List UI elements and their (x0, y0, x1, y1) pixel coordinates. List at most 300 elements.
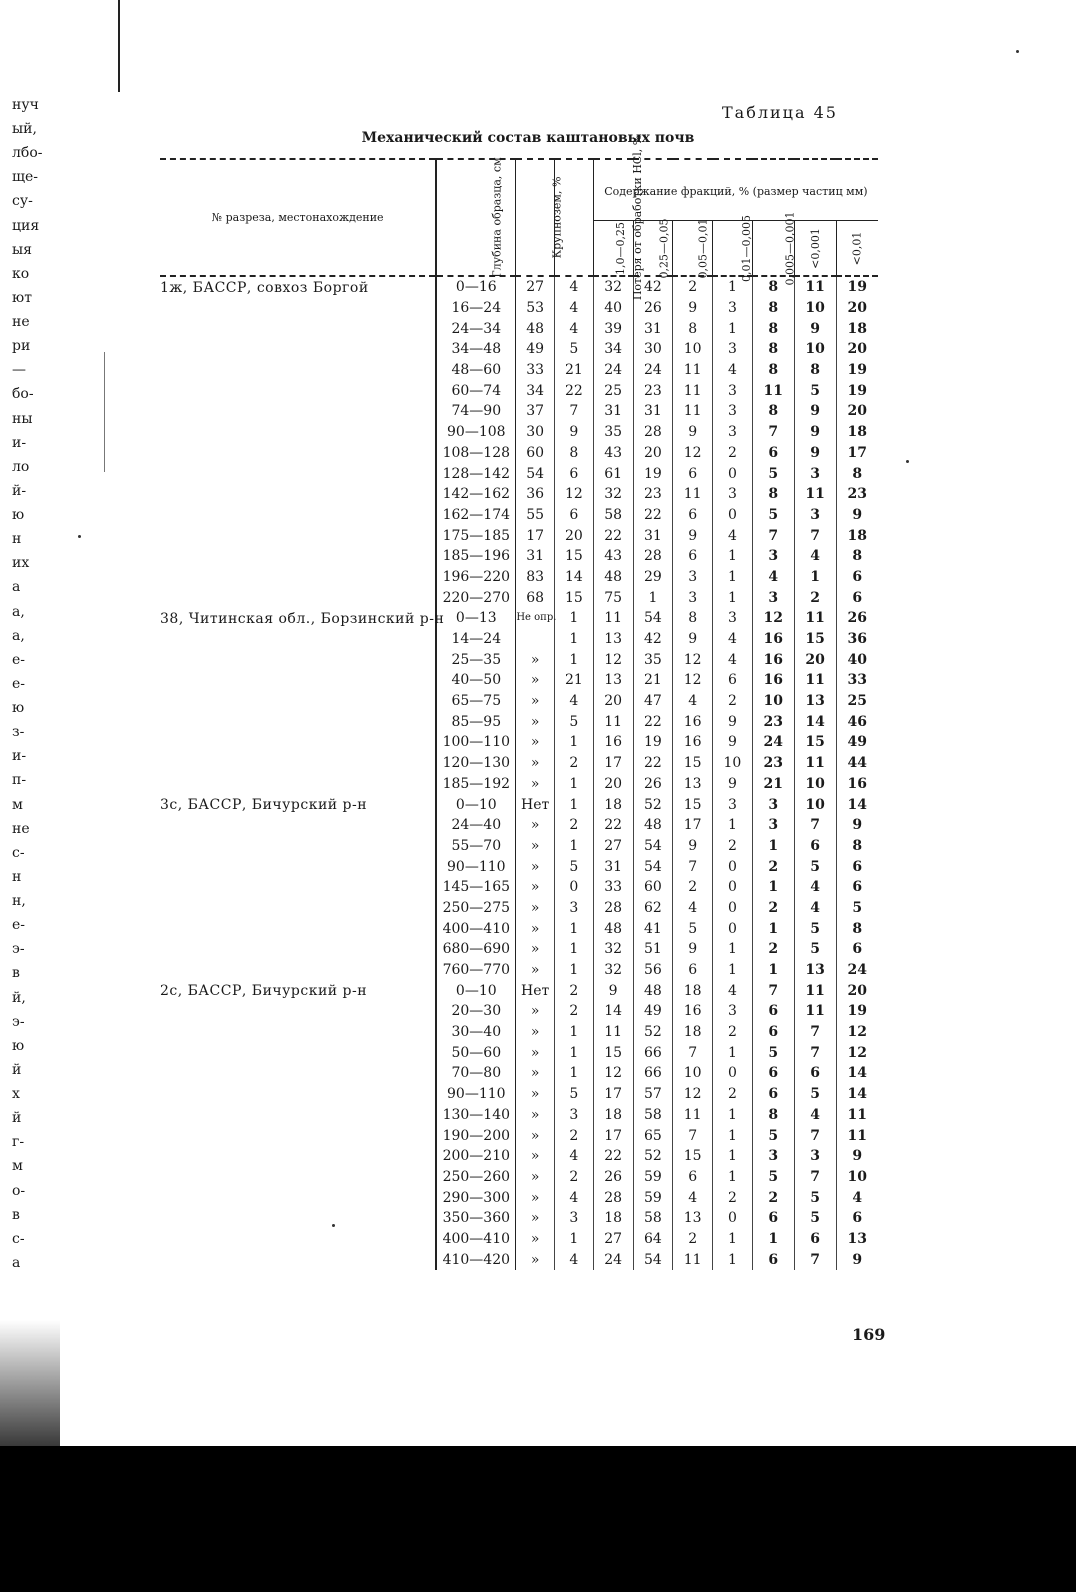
cell-value: 1 (752, 960, 794, 981)
cell-value: 13 (593, 670, 633, 691)
cell-value: 54 (633, 1249, 673, 1270)
cell-value: 59 (633, 1167, 673, 1188)
cell-value: 5 (555, 711, 594, 732)
cell-value: 15 (555, 546, 594, 567)
cell-value: 5 (555, 856, 594, 877)
cell-value: 31 (633, 525, 673, 546)
cell-value: 8 (852, 837, 863, 854)
cell-value: 11 (794, 753, 836, 774)
cell-value: 14 (593, 1001, 633, 1022)
cell-depth: 70—80 (436, 1063, 516, 1084)
cell-value: 3 (794, 1146, 836, 1167)
cell-depth: 0—16 (436, 276, 516, 298)
cell-value: 23 (847, 486, 867, 503)
cell-value: 9 (673, 836, 713, 857)
cell-value: 35 (593, 422, 633, 443)
cell-value: 17 (593, 1125, 633, 1146)
cell-depth: 74—90 (436, 401, 516, 422)
cell-value: 6 (852, 941, 863, 958)
cell-value: 2 (555, 1125, 594, 1146)
cell-value: 2 (752, 898, 794, 919)
section-location: 2с, БАССР, Бичурский р-н (160, 983, 368, 1000)
cell-value: 4 (794, 877, 836, 898)
cell-value: 6 (752, 1208, 794, 1229)
cell-value: 8 (852, 465, 863, 482)
cell-value: » (516, 1084, 555, 1105)
margin-fragment: и- (12, 748, 27, 765)
cell-value: 12 (847, 1024, 867, 1041)
cell-value: » (516, 856, 555, 877)
margin-fragment: с- (12, 844, 25, 861)
cell-value: 61 (593, 463, 633, 484)
speck (1016, 50, 1019, 53)
cell-value: 9 (852, 1251, 863, 1268)
cell-value: Нет (516, 980, 555, 1001)
cell-value: 10 (847, 1168, 867, 1185)
cell-value: 9 (673, 298, 713, 319)
cell-value: 34 (593, 339, 633, 360)
cell-depth: 290—300 (436, 1187, 516, 1208)
cell-value: » (516, 1001, 555, 1022)
cell-value: 32 (593, 276, 633, 298)
cell-value: 68 (516, 587, 555, 608)
cell-value: 8 (852, 920, 863, 937)
cell-value: 20 (593, 774, 633, 795)
cell-value: 15 (794, 732, 836, 753)
cell-value: 12 (673, 649, 713, 670)
cell-value: 27 (593, 1229, 633, 1250)
cell-value: 15 (673, 753, 713, 774)
cell-value: 13 (794, 960, 836, 981)
cell-value: 11 (673, 360, 713, 381)
margin-fragment: п- (12, 772, 27, 789)
header-fraction: <0,01 (836, 221, 878, 277)
cell-value: 24 (847, 962, 867, 979)
cell-depth: 400—410 (436, 1229, 516, 1250)
cell-value: 1 (713, 1105, 753, 1126)
margin-fragment: не (12, 314, 30, 331)
cell-value: 1 (713, 1042, 753, 1063)
cell-value: » (516, 877, 555, 898)
margin-fragment: ны (12, 410, 33, 427)
cell-depth: 142—162 (436, 484, 516, 505)
cell-value: 20 (847, 982, 867, 999)
cell-value: 16 (752, 670, 794, 691)
cell-value: 28 (633, 546, 673, 567)
cell-value: 16 (752, 629, 794, 650)
cell-value: 8 (752, 298, 794, 319)
cell-value: 13 (847, 1230, 867, 1247)
cell-value: 39 (593, 318, 633, 339)
cell-value: 27 (516, 276, 555, 298)
cell-depth: 40—50 (436, 670, 516, 691)
cell-value: 31 (633, 318, 673, 339)
margin-fragment: м (12, 1158, 23, 1175)
cell-value: 16 (673, 1001, 713, 1022)
cell-value: 14 (555, 567, 594, 588)
cell-value: 20 (555, 525, 594, 546)
cell-value: 1 (555, 918, 594, 939)
cell-value: 11 (794, 670, 836, 691)
margin-fragment: ю (12, 1037, 25, 1054)
cell-depth: 108—128 (436, 443, 516, 464)
cell-value: 49 (516, 339, 555, 360)
margin-fragment: ют (12, 289, 32, 306)
cell-value: 4 (794, 546, 836, 567)
cell-value: 11 (593, 711, 633, 732)
cell-value: 3 (752, 587, 794, 608)
cell-value: 3 (752, 1146, 794, 1167)
cell-value: 1 (713, 939, 753, 960)
cell-value: 9 (673, 422, 713, 443)
cell-value: 54 (633, 836, 673, 857)
cell-value: 33 (516, 360, 555, 381)
cell-value: 53 (516, 298, 555, 319)
margin-fragment: э- (12, 1013, 25, 1030)
cell-value: 8 (752, 1105, 794, 1126)
cell-value: 4 (713, 629, 753, 650)
cell-value: 7 (794, 1125, 836, 1146)
cell-depth: 760—770 (436, 960, 516, 981)
cell-value: 22 (633, 505, 673, 526)
cell-value: 6 (673, 505, 713, 526)
cell-value: 66 (633, 1063, 673, 1084)
cell-depth: 65—75 (436, 691, 516, 712)
table-caption: Таблица 45 (722, 103, 838, 122)
cell-value: 1 (555, 794, 594, 815)
cell-value: » (516, 1022, 555, 1043)
cell-value: 36 (847, 631, 867, 648)
cell-value: 12 (673, 670, 713, 691)
cell-value: 4 (555, 1249, 594, 1270)
cell-depth: 25—35 (436, 649, 516, 670)
cell-value: 48 (516, 318, 555, 339)
cell-value: » (516, 711, 555, 732)
cell-depth: 128—142 (436, 463, 516, 484)
header-fraction: 0,01—0,005 (713, 221, 753, 277)
cell-value: » (516, 815, 555, 836)
cell-value: 6 (752, 1001, 794, 1022)
cell-value: 5 (794, 380, 836, 401)
cell-value: 2 (713, 443, 753, 464)
cell-depth: 400—410 (436, 918, 516, 939)
cell-value: 16 (752, 649, 794, 670)
cell-value: 23 (633, 380, 673, 401)
cell-value: 54 (516, 463, 555, 484)
cell-value: 5 (752, 1042, 794, 1063)
cell-value: 18 (593, 794, 633, 815)
cell-value: 4 (555, 298, 594, 319)
cell-value: 17 (593, 753, 633, 774)
cell-value: 1 (713, 815, 753, 836)
cell-value: 2 (713, 1084, 753, 1105)
cell-value: 46 (847, 713, 867, 730)
cell-value: 65 (633, 1125, 673, 1146)
cell-value: 10 (713, 753, 753, 774)
cell-value: 1 (555, 629, 594, 650)
cell-value: 56 (633, 960, 673, 981)
cell-value: 14 (847, 1086, 867, 1103)
cell-value: Нет (516, 794, 555, 815)
cell-value: 2 (752, 939, 794, 960)
cell-value: » (516, 649, 555, 670)
margin-fragment: з- (12, 724, 25, 741)
cell-value: 9 (852, 1148, 863, 1165)
cell-value: 6 (852, 1210, 863, 1227)
cell-value: 15 (673, 1146, 713, 1167)
margin-fragment: е- (12, 917, 26, 934)
cell-value: 3 (713, 401, 753, 422)
cell-value: 7 (794, 1022, 836, 1043)
cell-value: 1 (713, 960, 753, 981)
cell-value: 31 (516, 546, 555, 567)
margin-fragment: ю (12, 507, 25, 524)
margin-fragment: бо- (12, 386, 34, 403)
cell-value: 3 (555, 1208, 594, 1229)
cell-value: 13 (593, 629, 633, 650)
cell-value: 1 (752, 918, 794, 939)
cell-depth: 100—110 (436, 732, 516, 753)
cell-value: 1 (713, 567, 753, 588)
cell-value: 3 (713, 794, 753, 815)
cell-value: 2 (752, 1187, 794, 1208)
margin-fragment: г- (12, 1134, 25, 1151)
cell-value: 48 (593, 918, 633, 939)
cell-value: 4 (713, 980, 753, 1001)
cell-value: 18 (593, 1105, 633, 1126)
margin-fragment: й (12, 1061, 22, 1078)
cell-depth: 24—40 (436, 815, 516, 836)
scan-shadow-edge (0, 1320, 60, 1450)
margin-fragment: ще- (12, 169, 39, 186)
cell-value: 7 (794, 525, 836, 546)
cell-value: 11 (673, 401, 713, 422)
header-fractions-group: Содержание фракций, % (размер частиц мм) (593, 159, 878, 221)
margin-fragment: н (12, 868, 22, 885)
cell-value: 5 (794, 856, 836, 877)
cell-value: 1 (713, 587, 753, 608)
header-loss: Потеря от обработки HCl, % (555, 159, 594, 276)
cell-value: 1 (713, 1229, 753, 1250)
cell-value: 49 (633, 1001, 673, 1022)
cell-value: 62 (633, 898, 673, 919)
cell-value: 1 (555, 1063, 594, 1084)
cell-value: 14 (847, 1065, 867, 1082)
cell-value: 4 (555, 1187, 594, 1208)
cell-value: 28 (593, 898, 633, 919)
cell-value: 27 (593, 836, 633, 857)
cell-depth: 16—24 (436, 298, 516, 319)
header-fraction: 0,005—0,001 (752, 221, 794, 277)
cell-depth: 120—130 (436, 753, 516, 774)
cell-value: 1 (713, 1125, 753, 1146)
cell-value: 13 (794, 691, 836, 712)
cell-value: 7 (794, 815, 836, 836)
cell-depth: 350—360 (436, 1208, 516, 1229)
cell-depth: 250—260 (436, 1167, 516, 1188)
cell-value: 5 (794, 918, 836, 939)
cell-value: 2 (713, 836, 753, 857)
cell-value: 49 (847, 734, 867, 751)
cell-value: 2 (673, 1229, 713, 1250)
cell-value: 0 (713, 463, 753, 484)
cell-value: 5 (852, 899, 863, 916)
cell-value: 12 (593, 1063, 633, 1084)
cell-value: 8 (673, 608, 713, 629)
cell-value: 1 (794, 567, 836, 588)
page-number: 169 (852, 1325, 886, 1344)
cell-value: 11 (847, 1106, 867, 1123)
cell-value: 7 (794, 1167, 836, 1188)
cell-value: 14 (847, 796, 867, 813)
cell-value: 24 (593, 360, 633, 381)
cell-value: 32 (593, 484, 633, 505)
cell-value: 1 (713, 1167, 753, 1188)
cell-value: 43 (593, 443, 633, 464)
cell-value: » (516, 1125, 555, 1146)
cell-value: 83 (516, 567, 555, 588)
cell-value: Не опр. (516, 608, 555, 629)
cell-value: 11 (794, 484, 836, 505)
cell-value: » (516, 1208, 555, 1229)
cell-value: 10 (673, 1063, 713, 1084)
cell-value: 31 (633, 401, 673, 422)
cell-value: 26 (593, 1167, 633, 1188)
cell-value: » (516, 960, 555, 981)
cell-value: 11 (673, 484, 713, 505)
cell-value: 20 (847, 300, 867, 317)
cell-value: 26 (633, 298, 673, 319)
cell-value: 32 (593, 960, 633, 981)
cell-value: 19 (633, 732, 673, 753)
cell-value: 30 (516, 422, 555, 443)
cell-value: 6 (794, 1063, 836, 1084)
cell-value: 54 (633, 856, 673, 877)
cell-value: 11 (794, 1001, 836, 1022)
margin-fragment: не (12, 820, 30, 837)
cell-value: 9 (794, 318, 836, 339)
cell-depth: 185—192 (436, 774, 516, 795)
cell-value: 7 (673, 1042, 713, 1063)
cell-value: 6 (794, 1229, 836, 1250)
cell-value: 7 (673, 856, 713, 877)
header-fraction: 0,05—0,01 (673, 221, 713, 277)
cell-value: 22 (593, 815, 633, 836)
cell-value: 20 (847, 403, 867, 420)
cell-value: » (516, 753, 555, 774)
cell-value: 2 (752, 856, 794, 877)
cell-value: 1 (555, 774, 594, 795)
cell-value: 0 (555, 877, 594, 898)
scan-shadow (0, 1446, 1076, 1592)
margin-fragment: й, (12, 989, 26, 1006)
cell-value: 58 (633, 1105, 673, 1126)
table-row (160, 276, 878, 298)
cell-value: 31 (593, 856, 633, 877)
cell-value: 2 (555, 815, 594, 836)
header-fraction: <0,001 (794, 221, 836, 277)
cell-depth: 185—196 (436, 546, 516, 567)
cell-value (516, 629, 555, 650)
cell-value: 42 (633, 276, 673, 298)
cell-value: » (516, 898, 555, 919)
cell-depth: 34—48 (436, 339, 516, 360)
cell-value: 1 (555, 1022, 594, 1043)
cell-value: 22 (633, 753, 673, 774)
cell-value: 4 (713, 360, 753, 381)
speck (78, 535, 81, 538)
section-location: 3с, БАССР, Бичурский р-н (160, 797, 368, 814)
cell-depth: 0—10 (436, 794, 516, 815)
cell-value: » (516, 1167, 555, 1188)
cell-value: 6 (555, 505, 594, 526)
cell-value: 15 (555, 587, 594, 608)
table-row (160, 794, 878, 815)
cell-depth: 24—34 (436, 318, 516, 339)
cell-value: 4 (794, 1105, 836, 1126)
cell-value: 1 (555, 939, 594, 960)
margin-fragment: ри (12, 338, 31, 355)
cell-value: » (516, 1249, 555, 1270)
cell-value: 36 (516, 484, 555, 505)
cell-value: 9 (713, 774, 753, 795)
cell-value: 7 (794, 1249, 836, 1270)
cell-value: 19 (847, 279, 867, 296)
cell-value: 13 (673, 774, 713, 795)
cell-value: 55 (516, 505, 555, 526)
cell-value: 0 (713, 1208, 753, 1229)
cell-value: 3 (555, 1105, 594, 1126)
cell-value: » (516, 1042, 555, 1063)
cell-value: 41 (633, 918, 673, 939)
header-fraction: 1,0—0,25 (593, 221, 633, 277)
cell-value: 11 (593, 1022, 633, 1043)
cell-value: 52 (633, 794, 673, 815)
cell-value: 1 (713, 546, 753, 567)
cell-value: 10 (794, 794, 836, 815)
cell-value: 1 (555, 836, 594, 857)
cell-value: » (516, 1105, 555, 1126)
cell-value: 0 (713, 918, 753, 939)
cell-value: 8 (752, 360, 794, 381)
cell-value: 6 (673, 1167, 713, 1188)
cell-value: 8 (752, 276, 794, 298)
header-fraction: 0,25—0,05 (633, 221, 673, 277)
cell-value: 10 (794, 774, 836, 795)
cell-depth: 130—140 (436, 1105, 516, 1126)
cell-value: 5 (555, 1084, 594, 1105)
cell-value: 17 (516, 525, 555, 546)
cell-value: 21 (633, 670, 673, 691)
cell-value: 15 (794, 629, 836, 650)
cell-value: 48 (633, 815, 673, 836)
cell-value: 19 (847, 382, 867, 399)
cell-value: 9 (673, 525, 713, 546)
cell-value: 5 (752, 463, 794, 484)
section-location: 1ж, БАССР, совхоз Боргой (160, 280, 369, 296)
cell-value: 3 (794, 463, 836, 484)
cell-value: 6 (673, 960, 713, 981)
cell-value: 4 (555, 1146, 594, 1167)
cell-depth: 0—10 (436, 980, 516, 1001)
cell-value: 19 (847, 1003, 867, 1020)
cell-value: 11 (673, 1105, 713, 1126)
cell-depth: 90—108 (436, 422, 516, 443)
cell-value: 0 (713, 856, 753, 877)
cell-value: 43 (593, 546, 633, 567)
cell-value: 11 (752, 380, 794, 401)
cell-value: 3 (713, 298, 753, 319)
